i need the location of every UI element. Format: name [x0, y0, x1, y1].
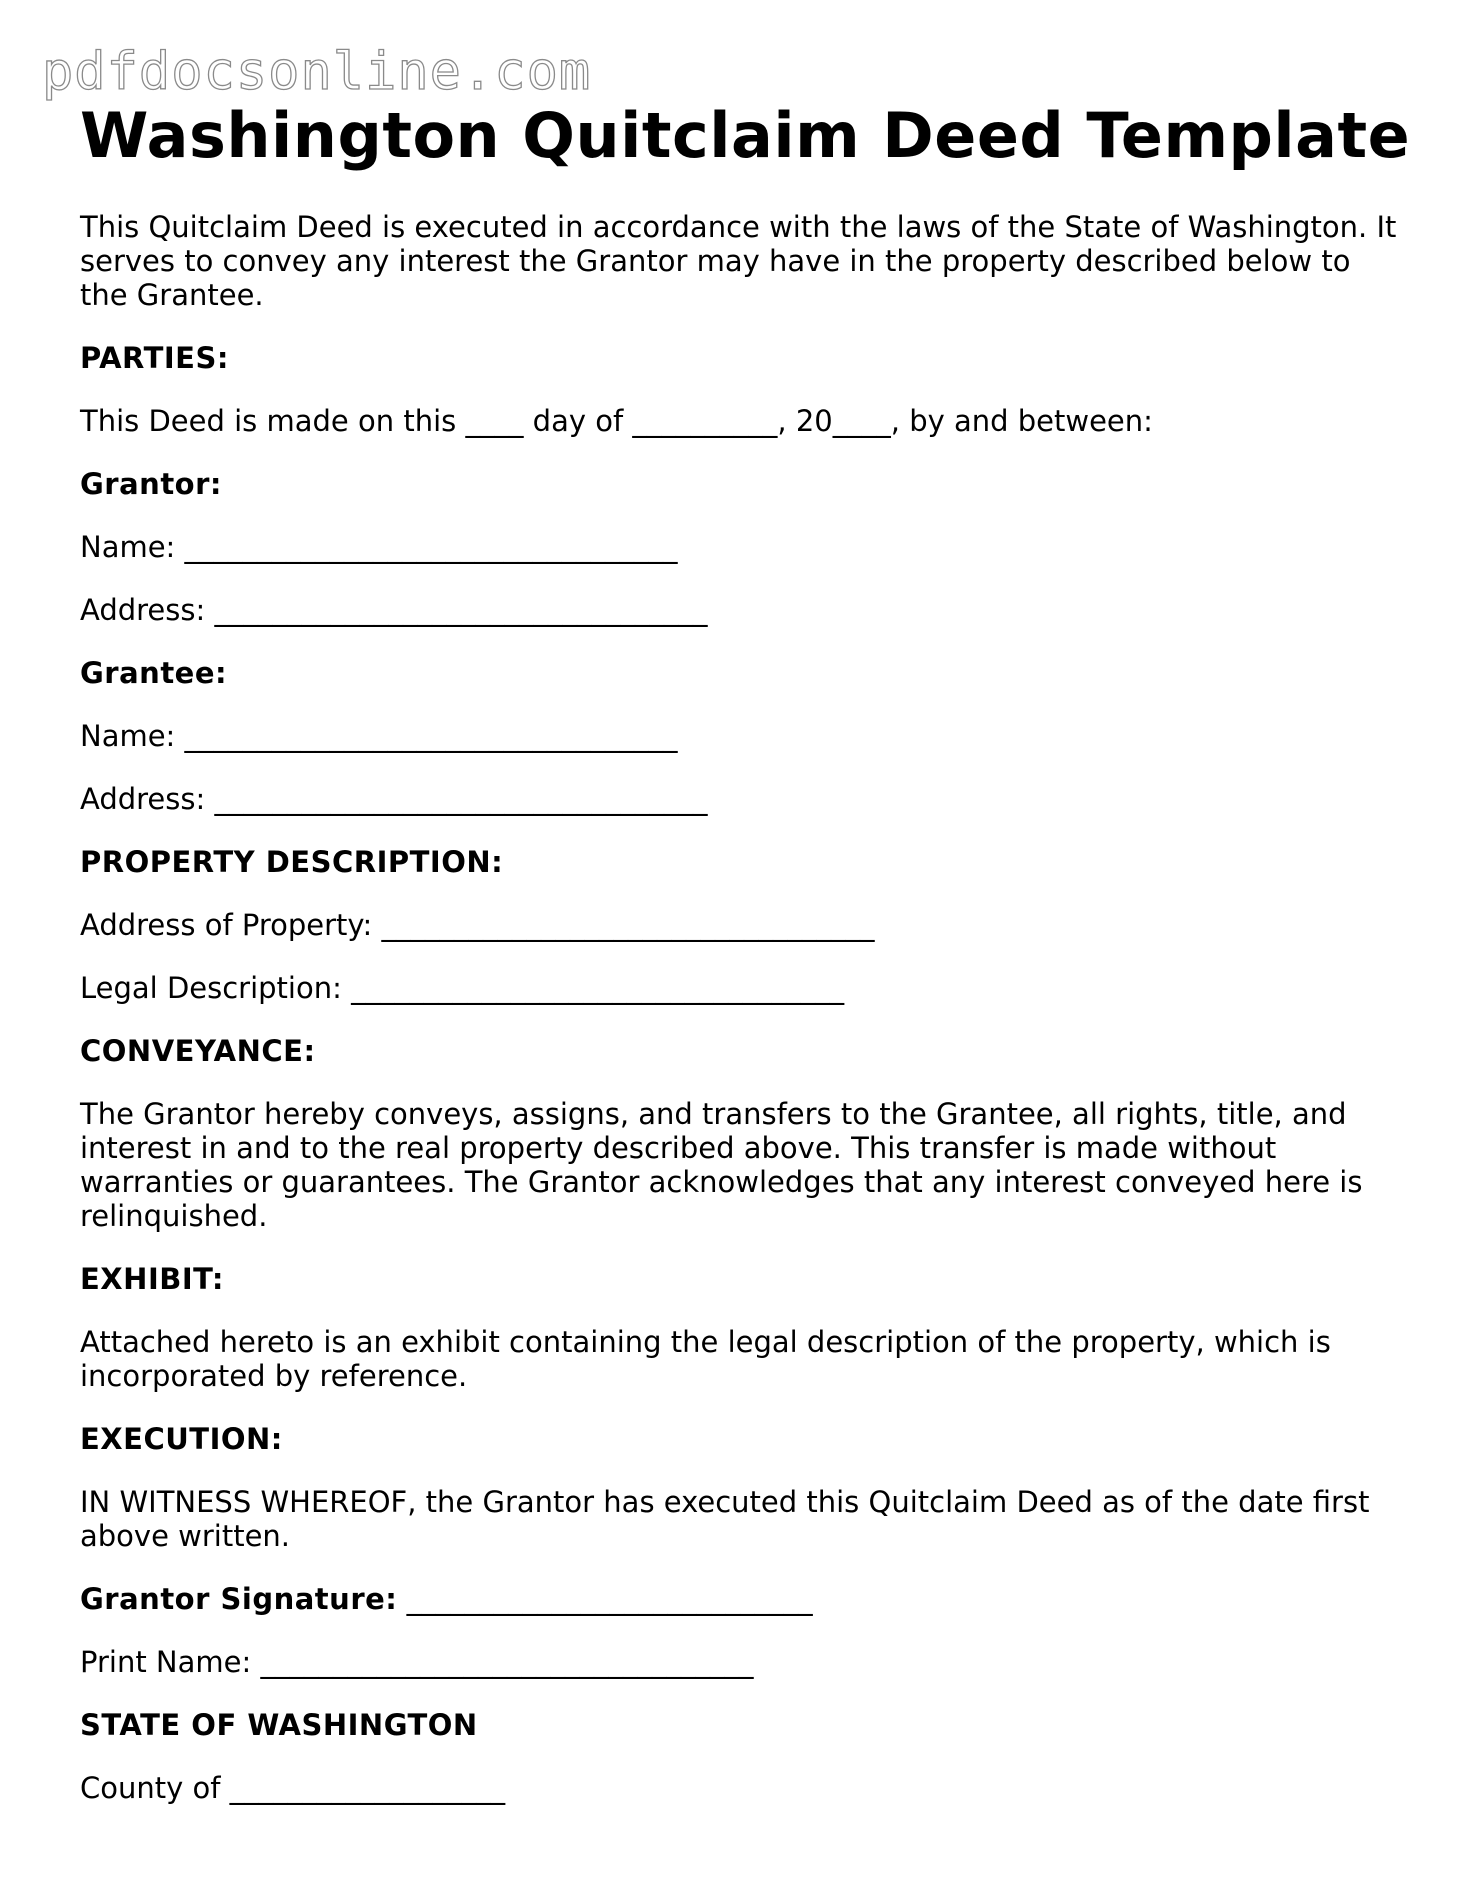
county-field: County of ___________________	[80, 1771, 506, 1805]
grantor-signature-line	[80, 1582, 1400, 1616]
execution-paragraph: IN WITNESS WHEREOF, the Grantor has executed this Quitclaim Deed as of the date first above written.	[80, 1485, 1370, 1553]
grantor-heading: Grantor:	[80, 467, 223, 501]
grantor-name-field: Name: __________________________________	[80, 530, 678, 564]
property-description-heading: PROPERTY DESCRIPTION:	[80, 845, 504, 879]
conveyance-paragraph: The Grantor hereby conveys, assigns, and transfers to the Grantee, all rights, title, and interest in and to the real property described above. This transfer is made without warranties or guarantees. The Grantor acknowledges that any interest conveyed here is relinquished.	[80, 1097, 1363, 1233]
grantee-heading: Grantee:	[80, 656, 228, 690]
grantee-address-field: Address: __________________________________	[80, 782, 708, 816]
exhibit-heading: EXHIBIT:	[80, 1262, 224, 1296]
grantor-address-field: Address: __________________________________	[80, 593, 708, 627]
parties-heading: PARTIES:	[80, 341, 229, 375]
document-body	[80, 210, 1400, 1834]
exhibit-paragraph: Attached hereto is an exhibit containing the legal description of the property, which is incorporated by reference.	[80, 1325, 1331, 1393]
conveyance-heading: CONVEYANCE:	[80, 1034, 316, 1068]
print-name-field: Print Name: __________________________________	[80, 1645, 754, 1679]
grantee-name-field: Name: __________________________________	[80, 719, 678, 753]
page-title: Washington Quitclaim Deed Template	[80, 99, 1411, 172]
watermark: pdfdocsonline.com	[42, 42, 592, 102]
legal-description-field: Legal Description: __________________________________	[80, 971, 845, 1005]
deed-date-line: This Deed is made on this ____ day of __________, 20____, by and between:	[80, 404, 1153, 438]
state-heading: STATE OF WASHINGTON	[80, 1708, 478, 1742]
execution-heading: EXECUTION:	[80, 1422, 283, 1456]
intro-paragraph: This Quitclaim Deed is executed in accordance with the laws of the State of Washington. It serves to convey any interest the Grantor may have in the property described below to the Grantee.	[80, 210, 1397, 312]
property-address-field: Address of Property: __________________________________	[80, 908, 875, 942]
grantor-signature-label: Grantor Signature:	[80, 1582, 398, 1616]
grantor-signature-blank: ____________________________	[406, 1582, 813, 1616]
